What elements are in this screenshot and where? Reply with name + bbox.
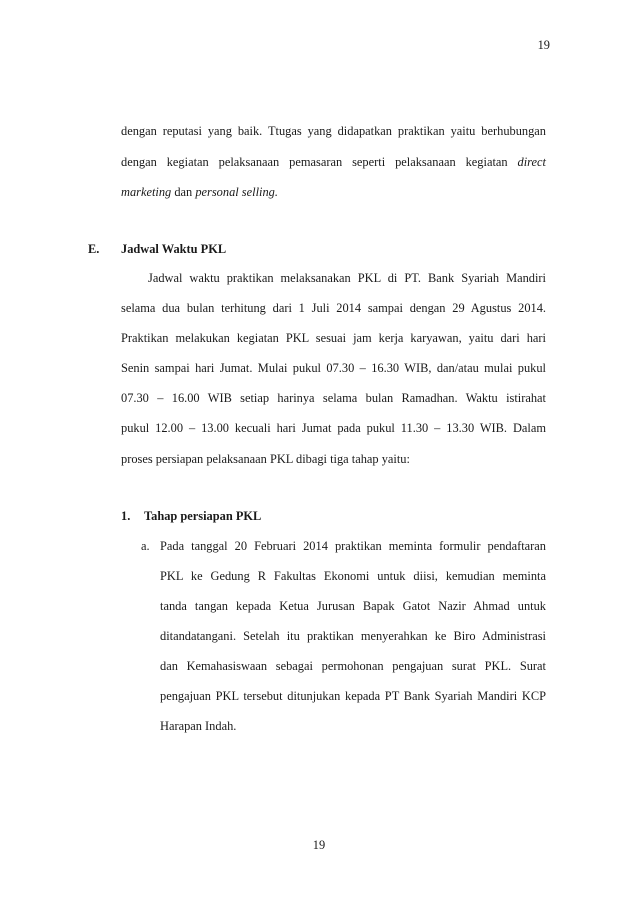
item-a-label: a. xyxy=(141,539,150,553)
section-e-line-5: 07.30 – 16.00 WIB setiap harinya selama bulan Ramadhan. Waktu istirahat xyxy=(121,391,546,405)
intro-line-3-italic-1: marketing xyxy=(121,185,172,199)
intro-line-3 xyxy=(121,184,546,200)
section-e-line-1: Jadwal waktu praktikan melaksanakan PKL di PT. Bank Syariah Mandiri xyxy=(148,271,546,285)
intro-line-3-italic-2: personal selling. xyxy=(195,185,278,199)
page-number-bottom: 19 xyxy=(312,838,326,852)
page-number-top: 19 xyxy=(537,38,550,52)
section-e-line-2: selama dua bulan terhitung dari 1 Juli 2014 sampai dengan 29 Agustus 2014. xyxy=(121,301,546,315)
item-a-line-2: PKL ke Gedung R Fakultas Ekonomi untuk diisi, kemudian meminta xyxy=(160,569,546,583)
section-e-line-7: proses persiapan pelaksanaan PKL dibagi tiga tahap yaitu: xyxy=(121,452,410,466)
intro-line-3-text: dan xyxy=(171,185,196,199)
section-e-line-6: pukul 12.00 – 13.00 kecuali hari Jumat pada pukul 11.30 – 13.30 WIB. Dalam xyxy=(121,421,546,435)
item-a-line-5: dan Kemahasiswaan sebagai permohonan pengajuan surat PKL. Surat xyxy=(160,659,546,673)
intro-line-2 xyxy=(121,154,546,170)
item-a-line-4: ditandatangani. Setelah itu praktikan menyerahkan ke Biro Administrasi xyxy=(160,629,546,643)
intro-line-2-text: dengan kegiatan pelaksanaan pemasaran seperti pelaksanaan kegiatan xyxy=(121,155,518,169)
intro-line-1: dengan reputasi yang baik. Ttugas yang didapatkan praktikan yaitu berhubungan xyxy=(121,124,546,138)
section-e-title: Jadwal Waktu PKL xyxy=(121,242,227,256)
section-e-letter: E. xyxy=(88,242,100,256)
item-a-line-7: Harapan Indah. xyxy=(160,719,237,733)
item-a-line-6: pengajuan PKL tersebut ditunjukan kepada PT Bank Syariah Mandiri KCP xyxy=(160,689,546,703)
section-e-line-4: Senin sampai hari Jumat. Mulai pukul 07.30 – 16.30 WIB, dan/atau mulai pukul xyxy=(121,361,546,375)
subsection-1-title: Tahap persiapan PKL xyxy=(144,509,262,523)
item-a-line-1: Pada tanggal 20 Februari 2014 praktikan meminta formulir pendaftaran xyxy=(160,539,546,553)
intro-line-2-italic: direct xyxy=(517,155,546,169)
item-a-line-3: tanda tangan kepada Ketua Jurusan Bapak Gatot Nazir Ahmad untuk xyxy=(160,599,546,613)
section-e-line-3: Praktikan melakukan kegiatan PKL sesuai jam kerja karyawan, yaitu dari hari xyxy=(121,331,546,345)
subsection-1-number: 1. xyxy=(121,509,131,523)
